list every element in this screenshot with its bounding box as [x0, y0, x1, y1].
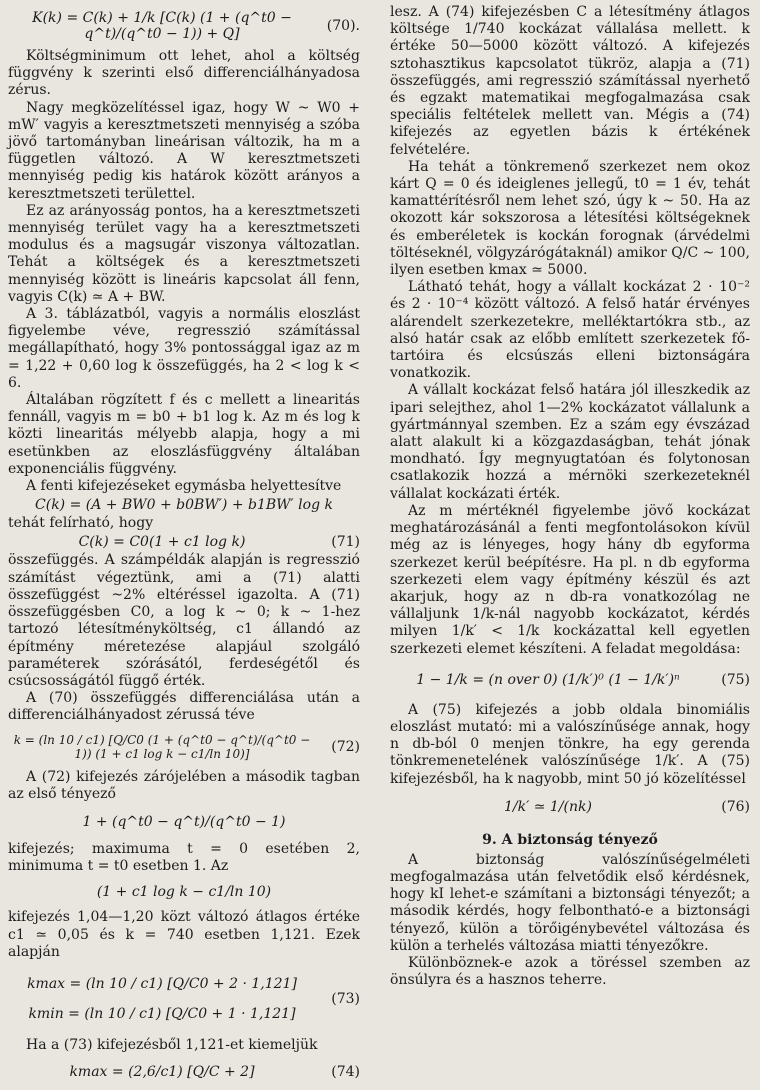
equation-unnumbered: C(k) = (A + BW0 + b0BW′) + b1BW′ log k: [35, 497, 333, 514]
paragraph: kifejezés 1,04—1,20 közt változó átlagos értéke c1 ≃ 0,05 és k = 740 esetben 1,121. Ezek alapján: [8, 909, 360, 960]
paragraph: lesz. A (74) kifejezésben C a létesítmény átlagos költsége 1/740 kockázat vállalása mellett. k értéke 50—5000 között változó. A kifejezés sztohasztikus kapcsolatot tükröz, alapja a (71) összefüggés, ami regresszió számítással nyerhető és egzakt matematikai megfogalmazása csak speciális feltételek mellett van. Mégis a (74) kifejezés az egyetlen bázis k értékének felvételére.: [390, 4, 750, 158]
paragraph: A biztonság valószínűségelméleti megfogalmazása után felvetődik első kérdésnek, hogy kI lehet-e számítani a biztonsági tényezőt; a második kérdés, hogy felbontható-e a biztonsági tényező, külön a törőigénybevétel változása és külön a terhelés változása miatti tényezőkre.: [390, 851, 750, 954]
paragraph: Ha tehát a tönkremenő szerkezet nem okoz kárt Q = 0 és ideiglenes jellegű, t0 = 1 év, tehát kamattérítésről nem lehet szó, úgy k ~ 50. Ha az okozott kár sokszorosa a létesítési költségeknek és emberéletek is kockán forognak (árvédelmi töltéseknél, völgyzárógátaknál) amikor Q/C ~ 100, ilyen esetben kmax ≃ 5000.: [390, 158, 750, 279]
equation-unnumbered: (1 + c1 log k − c1/ln 10): [96, 884, 272, 901]
paragraph: A (75) kifejezés a jobb oldala binomiális eloszlást mutató: mi a valószínűsége annak, hogy n db-ból 0 menjen tönkre, ha egy gerenda tönkremenetelének valószínűsége 1/k′. A (75) kifejezésből, ha k nagyobb, mint 50 jó közelítéssel: [390, 701, 750, 787]
paragraph: kifejezés; maximuma t = 0 esetében 2, minimuma t = t0 esetben 1. Az: [8, 840, 360, 875]
equation-71: C(k) = C0(1 + c1 log k) (71): [78, 534, 360, 551]
paragraph: összefüggés. A számpéldák alapján is regresszió számítást végeztünk, ami a (71) alatti összefüggést ~2% eltéréssel igazolta. A (71) összefüggésben C0, a log k ~ 0; k ~ 1-hez tartozó létesítményköltség, c1 állandó az építmény méretezése alapjául szolgáló paraméterek szórásától, ferdeségétől és csúcsosságától függő érték.: [8, 552, 360, 689]
paragraph: A fenti kifejezéseket egymásba helyettesítve: [26, 478, 342, 495]
paragraph: A 3. táblázatból, vagyis a normális eloszlást figyelembe véve, regresszió számítással megállapítható, hogy 3% pontossággal igaz az m = 1,22 + 0,60 log k összefüggés, ha 2 < log k < 6.: [8, 306, 360, 391]
paragraph: Ha a (73) kifejezésből 1,121-et kiemeljük: [26, 1036, 318, 1053]
right-column: [390, 4, 750, 989]
equation-72: k = (ln 10 / c1) [Q/C0 (1 + (q^t0 − q^t)/(q^t0 − 1)) (1 + c1 log k − c1/ln 10)] (72): [13, 732, 360, 761]
equation-76: 1/k′ ≃ 1/(nk) (76): [504, 798, 750, 815]
paragraph: Különböznek-e azok a töréssel szemben az önsúlyra és a hasznos teherre.: [390, 954, 750, 989]
paragraph: A (72) kifejezés zárójelében a második tagban az első tényező: [8, 768, 360, 802]
paragraph: Költségminimum ott lehet, ahol a költség függvény k szerinti első differenciálhányadosa zérus.: [8, 48, 360, 99]
left-column: [8, 4, 360, 1090]
section-heading: 9. A biztonság tényező: [482, 831, 658, 848]
paragraph: Ez az arányosság pontos, ha a keresztmetszeti mennyiség terület vagy ha a keresztmetszeti modulus és a magsugár viszonya változatlan. Tehát a költségek és a keresztmetszeti mennyiség között is lineáris kapcsolat áll fenn, vagyis C(k) ≃ A + BW.: [8, 202, 360, 305]
equation-73: kmax = (ln 10 / c1) [Q/C0 + 2 · 1,121] kmin = (ln 10 / c1) [Q/C0 + 1 · 1,121] (73): [27, 975, 360, 1022]
equation-unnumbered: 1 + (q^t0 − q^t)/(q^t0 − 1): [82, 813, 286, 830]
equation-75: 1 − 1/k = (n over 0) (1/k′)⁰ (1 − 1/k′)ⁿ (75): [416, 671, 750, 688]
paragraph: Nagy megközelítéssel igaz, hogy W ~ W0 + mW′ vagyis a keresztmetszeti mennyiség a szóba jövő tartományban lineárisan változik, ha m a független változó. A W keresztmetszeti mennyiség pedig kis határok között arányos a keresztmetszeti területtel.: [8, 99, 360, 202]
paragraph: A (70) összefüggés differenciálása után a differenciálhányadost zérussá téve: [8, 690, 360, 724]
paragraph: Látható tehát, hogy a vállalt kockázat 2 · 10⁻² és 2 · 10⁻⁴ között változó. A felső határ érvényes alárendelt szerkezetekre, melléktartókra stb., az alsó határ csak az előbb említett szerkezetek fő-tartóira és elcsúszás elleni biztonságára vonatkozik.: [390, 279, 750, 382]
equation-74: kmax = (2,6/c1) [Q/C + 2] (74): [69, 1064, 360, 1081]
paragraph: Az m mértéknél figyelembe jövő kockázat meghatározásánál a fenti megfontolásokon kívül még az is lényeges, hogy hány db egyforma szerkezet kerül beépítésre. Ha pl. n db egyforma szerkezeti elem vagy építmény készül és azt akarjuk, hogy az n db-ra vonatkozólag ne vállaljunk 1/k-nál nagyobb kockázatot, kérdés milyen 1/k′ < 1/k kockázattal kell egyetlen szerkezeti elemet készíteni. A feladat megoldása:: [390, 502, 750, 657]
paragraph: Általában rögzített f és c mellett a linearitás fennáll, vagyis m = b0 + b1 log k. Az m és log k közti linearitás mélyebb alapja, hogy a mi esetünkben az eloszlásfüggvény általában exponenciális függvény.: [8, 392, 360, 477]
paragraph: tehát felírható, hogy: [8, 515, 154, 532]
paragraph: A vállalt kockázat felső határa jól illeszkedik az ipari selejthez, ahol 1—2% kockázatot vállalunk a gyártmánnyal szemben. Ez a szám egy évszázad alatt alakult ki a közgazdaságban, tehát jónak mondható. Így megnyugtatóan és folytonosan csatlakozik hozzá a mérnöki szerkezeteknél vállalat kockázati érték.: [390, 382, 750, 502]
equation-70: K(k) = C(k) + 1/k [C(k) (1 + (q^t0 − q^t)/(q^t0 − 1)) + Q] (70).: [32, 10, 360, 42]
